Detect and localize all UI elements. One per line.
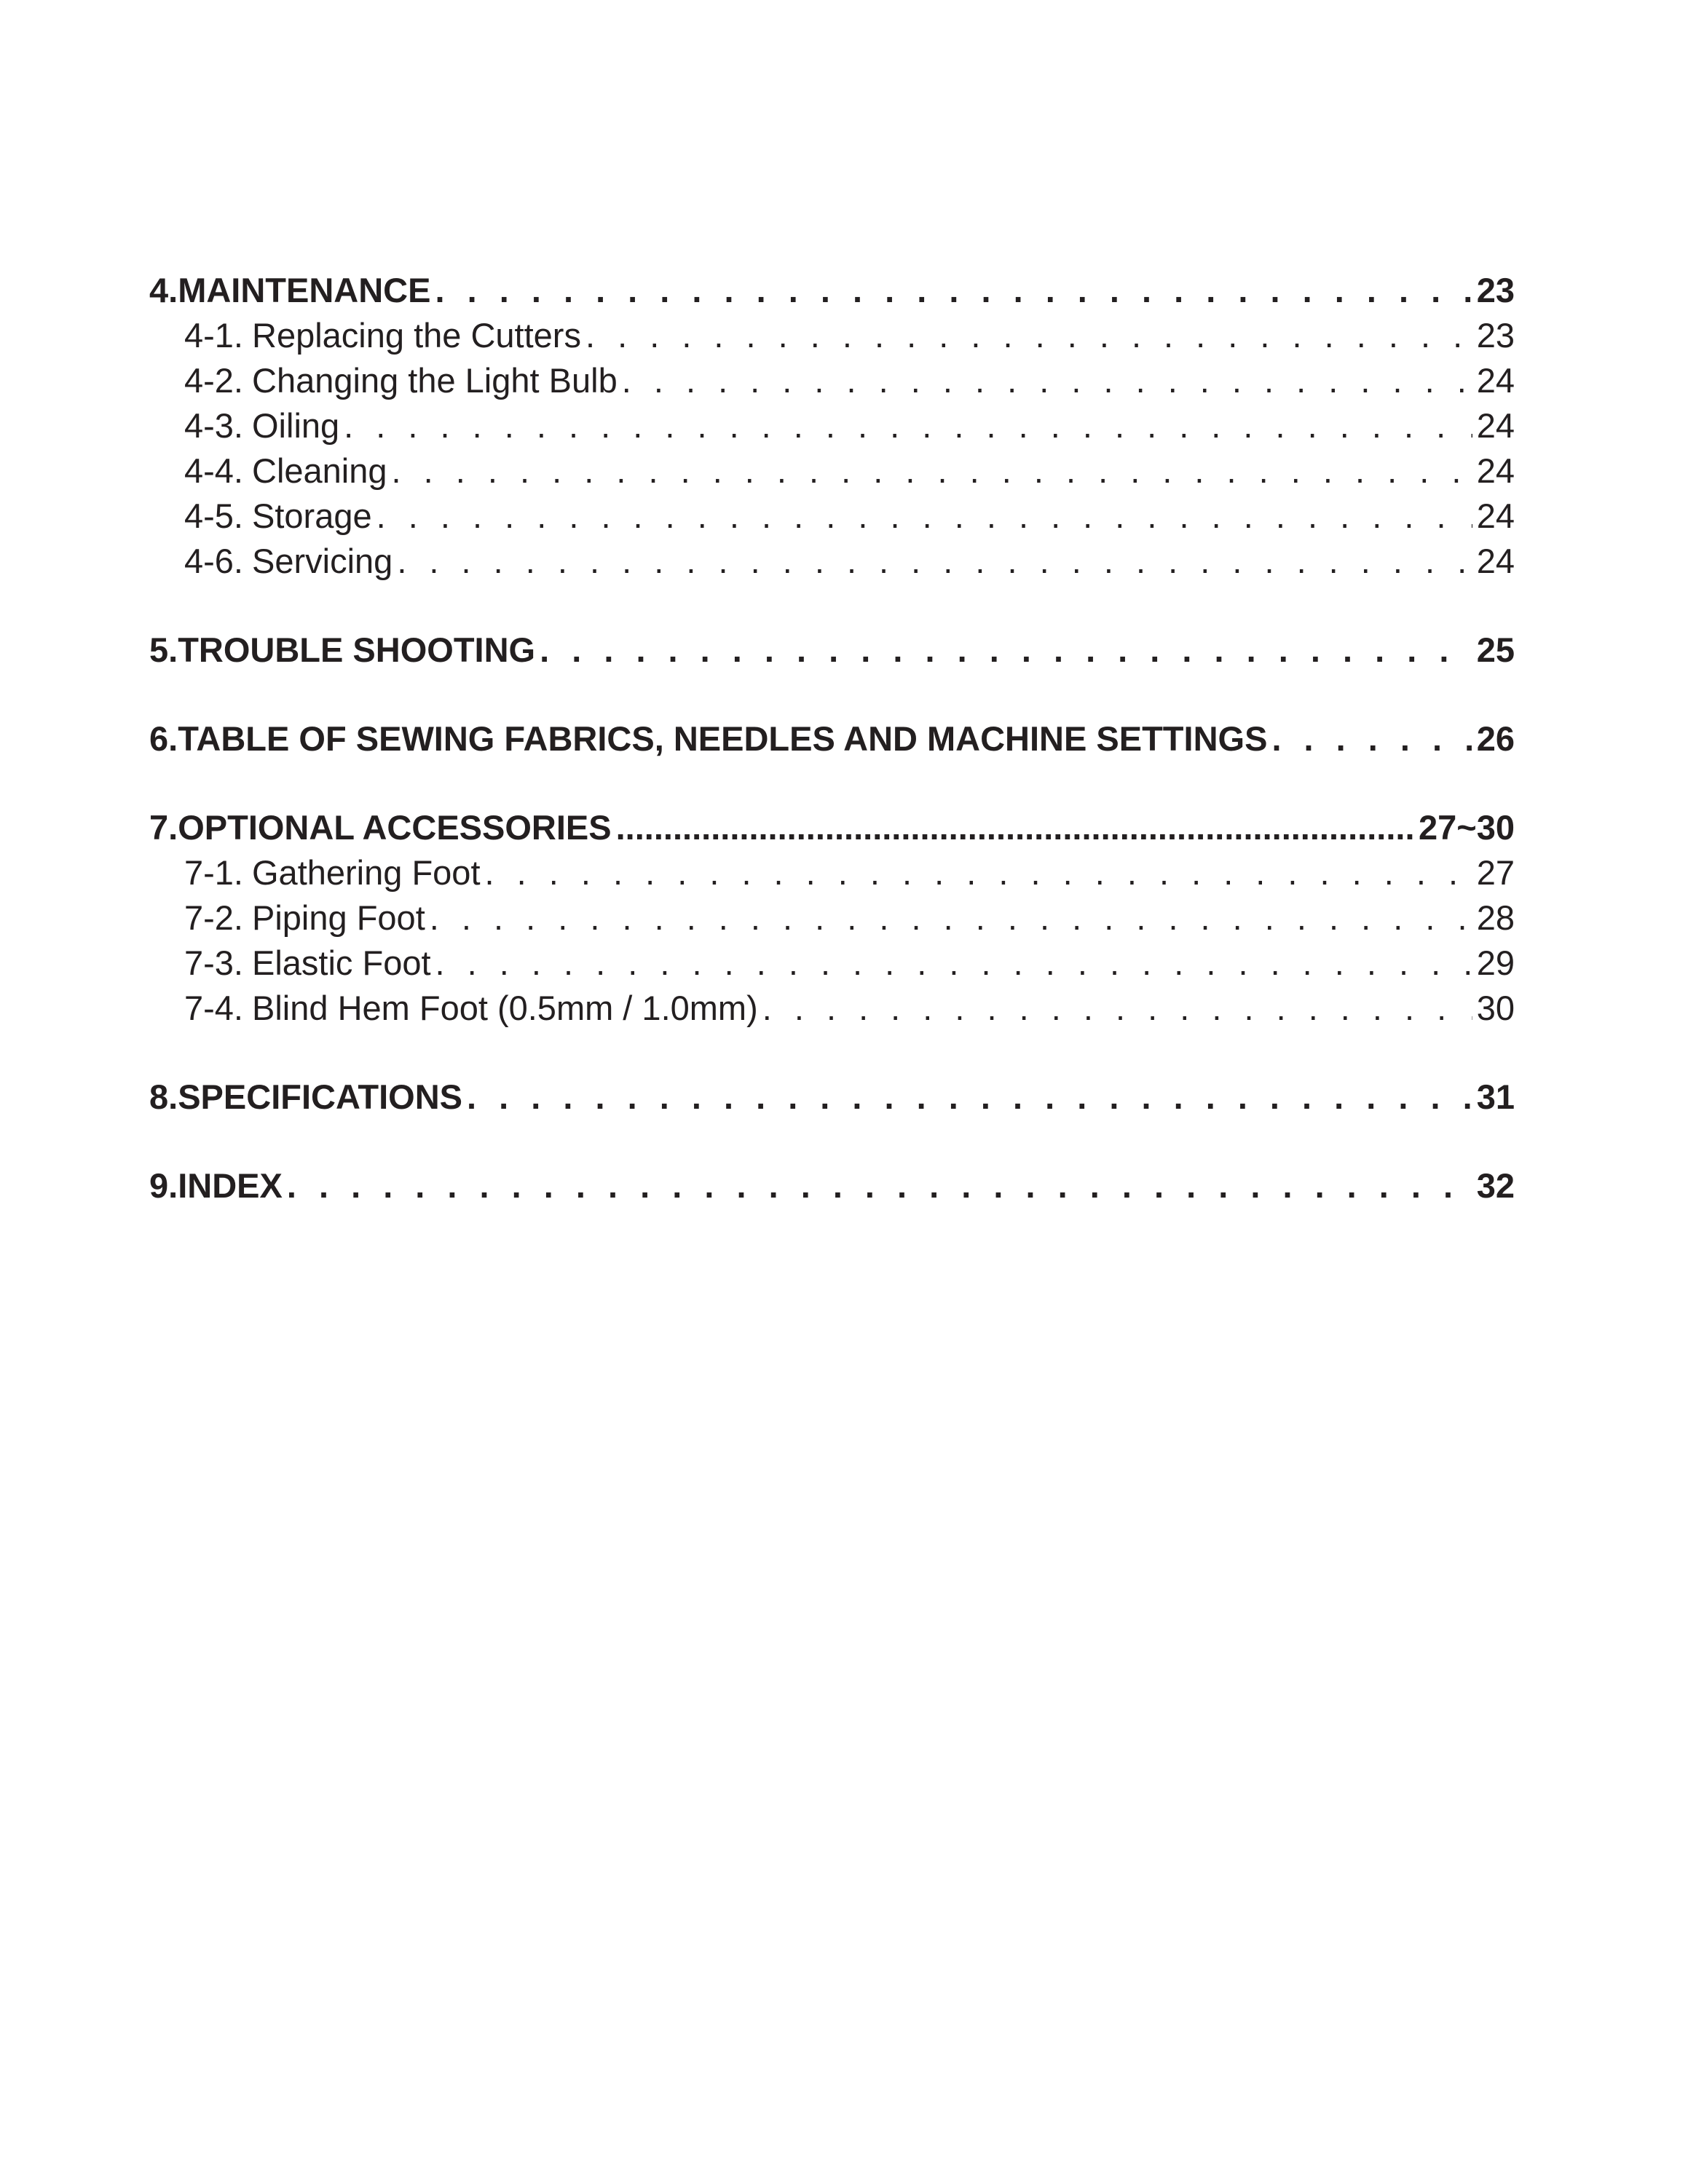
section-number: 7. xyxy=(149,808,178,847)
toc-entry-specifications[interactable] xyxy=(149,1075,1515,1120)
subsection-title: Cleaning xyxy=(252,451,387,490)
page-number: 24 xyxy=(1476,406,1515,445)
page-number: 24 xyxy=(1476,542,1515,580)
section-title: TROUBLE SHOOTING xyxy=(178,630,536,669)
dot-leader xyxy=(585,313,1472,358)
subsection-title: Changing the Light Bulb xyxy=(252,361,618,400)
dot-leader xyxy=(344,403,1472,448)
dot-leader xyxy=(467,1075,1472,1120)
dot-leader xyxy=(392,448,1472,494)
subsection-number: 7-2. xyxy=(184,898,243,937)
dot-leader xyxy=(397,539,1472,584)
subsection-title: Oiling xyxy=(252,406,340,445)
page-number: 27 xyxy=(1476,853,1515,892)
toc-entry-optional-accessories[interactable] xyxy=(149,805,1515,850)
toc-entry-replacing-cutters[interactable] xyxy=(149,313,1515,358)
dot-leader xyxy=(762,986,1472,1031)
dot-leader xyxy=(435,941,1472,986)
section-number: 6. xyxy=(149,719,178,758)
subsection-number: 4-4. xyxy=(184,451,243,490)
section-title: TABLE OF SEWING FABRICS, NEEDLES AND MACHINE SETTINGS xyxy=(178,719,1268,758)
subsection-number: 7-1. xyxy=(184,853,243,892)
section-spacer xyxy=(149,761,1515,805)
subsection-title: Servicing xyxy=(252,542,393,580)
table-of-contents xyxy=(149,268,1515,1208)
dot-leader xyxy=(435,268,1472,313)
toc-entry-trouble-shooting[interactable] xyxy=(149,628,1515,673)
subsection-title: Gathering Foot xyxy=(252,853,481,892)
subsection-title: Storage xyxy=(252,496,372,535)
section-spacer xyxy=(149,584,1515,628)
page-number: 23 xyxy=(1476,316,1515,355)
subsection-number: 4-1. xyxy=(184,316,243,355)
dot-leader xyxy=(540,628,1472,673)
section-number: 4. xyxy=(149,271,178,309)
toc-entry-servicing[interactable] xyxy=(149,539,1515,584)
page-number: 25 xyxy=(1476,630,1515,669)
dot-leader xyxy=(1271,716,1472,761)
subsection-number: 4-5. xyxy=(184,496,243,535)
page-number: 30 xyxy=(1476,989,1515,1027)
toc-entry-storage[interactable] xyxy=(149,494,1515,539)
subsection-number: 4-2. xyxy=(184,361,243,400)
subsection-title: Replacing the Cutters xyxy=(252,316,581,355)
page-number: 28 xyxy=(1476,898,1515,937)
subsection-number: 4-6. xyxy=(184,542,243,580)
page-number: 23 xyxy=(1476,271,1515,309)
section-spacer xyxy=(149,1031,1515,1075)
dot-leader xyxy=(616,805,1414,850)
page-number: 32 xyxy=(1476,1166,1515,1205)
toc-entry-gathering-foot[interactable] xyxy=(149,850,1515,895)
page-number: 31 xyxy=(1476,1077,1515,1116)
dot-leader xyxy=(376,494,1472,539)
page-number: 24 xyxy=(1476,361,1515,400)
section-title: OPTIONAL ACCESSORIES xyxy=(178,808,612,847)
section-spacer xyxy=(149,673,1515,716)
toc-entry-elastic-foot[interactable] xyxy=(149,941,1515,986)
dot-leader xyxy=(485,850,1472,895)
page-number: 29 xyxy=(1476,943,1515,982)
toc-entry-table-of-sewing-fabrics[interactable] xyxy=(149,716,1515,761)
page-number: 24 xyxy=(1476,451,1515,490)
subsection-number: 7-4. xyxy=(184,989,243,1027)
toc-entry-maintenance[interactable] xyxy=(149,268,1515,313)
page-number: 27~30 xyxy=(1418,808,1515,847)
dot-leader xyxy=(430,895,1472,941)
page-number: 26 xyxy=(1476,719,1515,758)
section-title: INDEX xyxy=(178,1166,283,1205)
section-title: SPECIFICATIONS xyxy=(178,1077,463,1116)
section-title: MAINTENANCE xyxy=(178,271,431,309)
toc-entry-piping-foot[interactable] xyxy=(149,895,1515,941)
toc-entry-blind-hem-foot[interactable] xyxy=(149,986,1515,1031)
dot-leader xyxy=(622,358,1472,403)
section-number: 5. xyxy=(149,630,178,669)
subsection-title: Elastic Foot xyxy=(252,943,431,982)
subsection-title: Blind Hem Foot (0.5mm / 1.0mm) xyxy=(252,989,758,1027)
section-number: 9. xyxy=(149,1166,178,1205)
toc-entry-cleaning[interactable] xyxy=(149,448,1515,494)
section-spacer xyxy=(149,1120,1515,1163)
page-number: 24 xyxy=(1476,496,1515,535)
toc-entry-changing-light-bulb[interactable] xyxy=(149,358,1515,403)
subsection-number: 4-3. xyxy=(184,406,243,445)
section-number: 8. xyxy=(149,1077,178,1116)
dot-leader xyxy=(287,1163,1472,1208)
toc-entry-oiling[interactable] xyxy=(149,403,1515,448)
subsection-number: 7-3. xyxy=(184,943,243,982)
toc-entry-index[interactable] xyxy=(149,1163,1515,1208)
subsection-title: Piping Foot xyxy=(252,898,425,937)
